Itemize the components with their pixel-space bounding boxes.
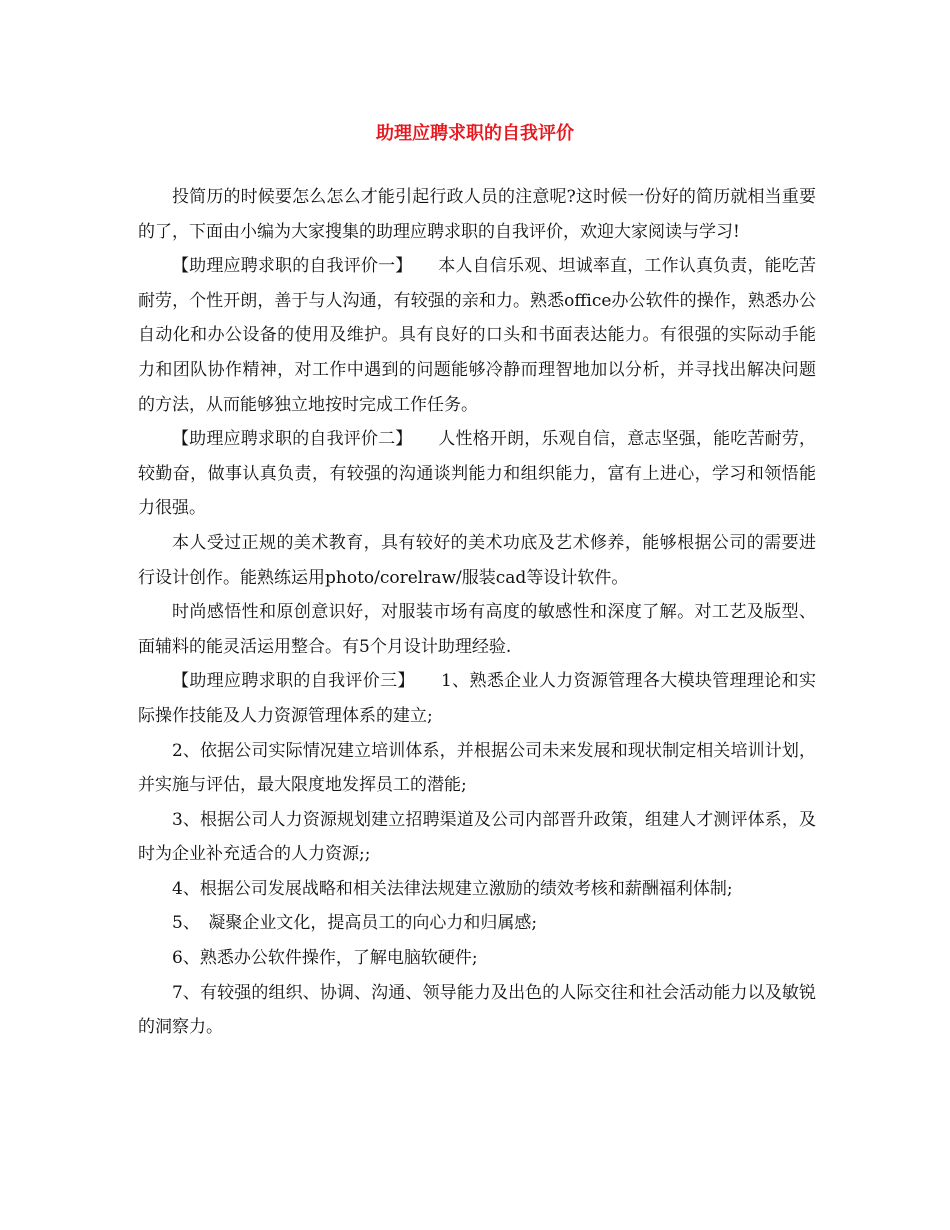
paragraph-evaluation-1: 【助理应聘求职的自我评价一】 本人自信乐观、坦诚率直，工作认真负责，能吃苦耐劳，个性开朗，善于与人沟通，有较强的亲和力。熟悉office办公软件的操作，熟悉办公自动化和办公设备的使用及维护。具有良好的口头和书面表达能力。有很强的实际动手能力和团队协作精神，对工作中遇到的问题能够冷静而理智地加以分析，并寻找出解决问题的方法，从而能够独立地按时完成工作任务。 [138, 256, 816, 415]
document-title: 助理应聘求职的自我评价 [376, 123, 574, 144]
paragraph-evaluation-3: 【助理应聘求职的自我评价三】 1、熟悉企业人力资源管理各大模块管理理论和实际操作技能及人力资源管理体系的建立; [138, 671, 816, 726]
paragraph-fashion-sense: 时尚感悟性和原创意识好，对服装市场有高度的敏感性和深度了解。对工艺及版型、面辅料的能灵活运用整合。有5个月设计助理经验. [138, 602, 816, 657]
list-item-4: 4、根据公司发展战略和相关法律法规建立激励的绩效考核和薪酬福利体制; [172, 878, 733, 899]
paragraph-art-education: 本人受过正规的美术教育，具有较好的美术功底及艺术修养，能够根据公司的需要进行设计创作。能熟练运用photo/corelraw/服装cad等设计软件。 [138, 532, 816, 588]
list-item-2: 2、依据公司实际情况建立培训体系，并根据公司未来发展和现状制定相关培训计划，并实施与评估，最大限度地发挥员工的潜能; [138, 740, 816, 796]
list-item-6: 6、熟悉办公软件操作，了解电脑软硬件; [172, 948, 478, 969]
list-item-3: 3、根据公司人力资源规划建立招聘渠道及公司内部晋升政策，组建人才测评体系，及时为企业补充适合的人力资源;; [138, 809, 816, 865]
list-item-7: 7、有较强的组织、协调、沟通、领导能力及出色的人际交往和社会活动能力以及敏锐的洞察力。 [138, 982, 816, 1038]
list-item-5: 5、 凝聚企业文化，提高员工的向心力和归属感; [172, 913, 538, 934]
paragraph-evaluation-2: 【助理应聘求职的自我评价二】 人性格开朗，乐观自信，意志坚强，能吃苦耐劳，较勤奋，做事认真负责，有较强的沟通谈判能力和组织能力，富有上进心，学习和领悟能力很强。 [138, 429, 816, 519]
paragraph-intro: 投简历的时候要怎么怎么才能引起行政人员的注意呢?这时候一份好的简历就相当重要的了，下面由小编为大家搜集的助理应聘求职的自我评价，欢迎大家阅读与学习! [138, 187, 816, 242]
document-body [138, 180, 816, 1045]
